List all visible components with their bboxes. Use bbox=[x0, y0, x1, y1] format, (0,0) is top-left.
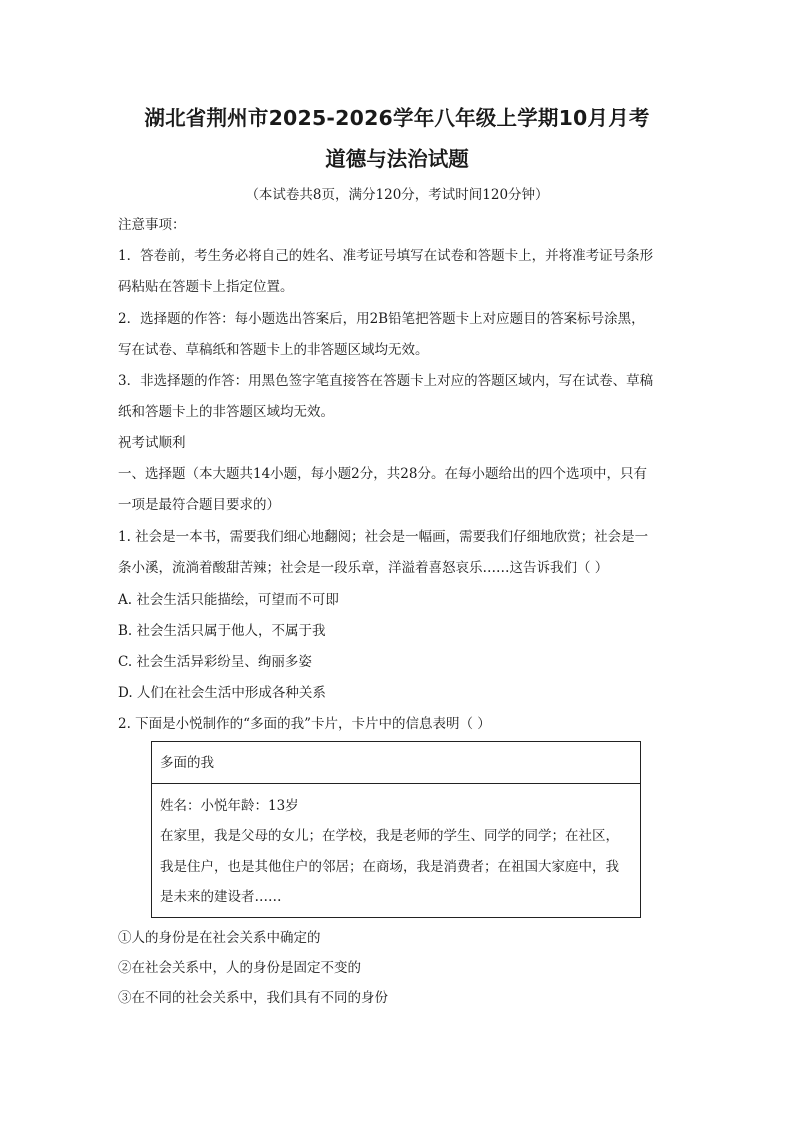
q2-statement-3: ③在不同的社会关系中，我们具有不同的身份 bbox=[118, 990, 388, 1006]
info-card-header bbox=[152, 742, 640, 784]
info-card-line-1: 姓名：小悦年龄：13岁 bbox=[160, 798, 299, 814]
q1-option-a: A. 社会生活只能描绘，可望而不可即 bbox=[118, 592, 339, 608]
info-card-title: 多面的我 bbox=[160, 755, 214, 771]
notice-item-3-line-1: 3．非选择题的作答：用黑色签字笔直接答在答题卡上对应的答题区域内，写在试卷、草稿 bbox=[118, 373, 654, 389]
notice-item-2-line-2: 写在试卷、草稿纸和答题卡上的非答题区域均无效。 bbox=[118, 342, 429, 358]
exam-info: （本试卷共8页，满分120分，考试时间120分钟） bbox=[245, 187, 549, 203]
q1-option-c: C. 社会生活异彩纷呈、绚丽多姿 bbox=[118, 654, 312, 670]
q1-option-d: D. 人们在社会生活中形成各种关系 bbox=[118, 685, 326, 701]
good-luck-text: 祝考试顺利 bbox=[118, 435, 186, 451]
exam-title: 湖北省荆州市2025-2026学年八年级上学期10月月考 bbox=[144, 106, 650, 130]
notice-item-1-line-2: 码粘贴在答题卡上指定位置。 bbox=[118, 279, 294, 295]
section-heading-line-2: 一项是最符合题目要求的） bbox=[118, 497, 280, 513]
section-heading-line-1: 一、选择题（本大题共14小题，每小题2分，共28分。在每小题给出的四个选项中，只有 bbox=[118, 466, 647, 482]
q1-option-b: B. 社会生活只属于他人，不属于我 bbox=[118, 623, 326, 639]
notice-item-1-line-1: 1．答卷前，考生务必将自己的姓名、准考证号填写在试卷和答题卡上，并将准考证号条形 bbox=[118, 248, 654, 264]
q2-statement-1: ①人的身份是在社会关系中确定的 bbox=[118, 930, 321, 946]
notice-heading: 注意事项： bbox=[118, 217, 186, 233]
q2-stem: 2. 下面是小悦制作的“多面的我”卡片，卡片中的信息表明（ ） bbox=[118, 716, 491, 732]
info-card bbox=[151, 741, 641, 918]
info-card-line-4: 是未来的建设者…… bbox=[160, 889, 282, 905]
q1-stem-line-2: 条小溪，流淌着酸甜苦辣；社会是一段乐章，洋溢着喜怒哀乐……这告诉我们（ ） bbox=[118, 560, 609, 576]
notice-item-3-line-2: 纸和答题卡上的非答题区域均无效。 bbox=[118, 404, 334, 420]
notice-item-2-line-1: 2．选择题的作答：每小题选出答案后，用2B铅笔把答题卡上对应题目的答案标号涂黑， bbox=[118, 311, 645, 327]
exam-subject-title: 道德与法治试题 bbox=[325, 147, 469, 171]
info-card-line-3: 我是住户，也是其他住户的邻居；在商场，我是消费者；在祖国大家庭中，我 bbox=[160, 859, 619, 875]
q2-statement-2: ②在社会关系中，人的身份是固定不变的 bbox=[118, 960, 361, 976]
info-card-line-2: 在家里，我是父母的女儿；在学校，我是老师的学生、同学的同学；在社区， bbox=[160, 828, 619, 844]
q1-stem-line-1: 1. 社会是一本书，需要我们细心地翻阅；社会是一幅画，需要我们仔细地欣赏；社会是一 bbox=[118, 529, 649, 545]
